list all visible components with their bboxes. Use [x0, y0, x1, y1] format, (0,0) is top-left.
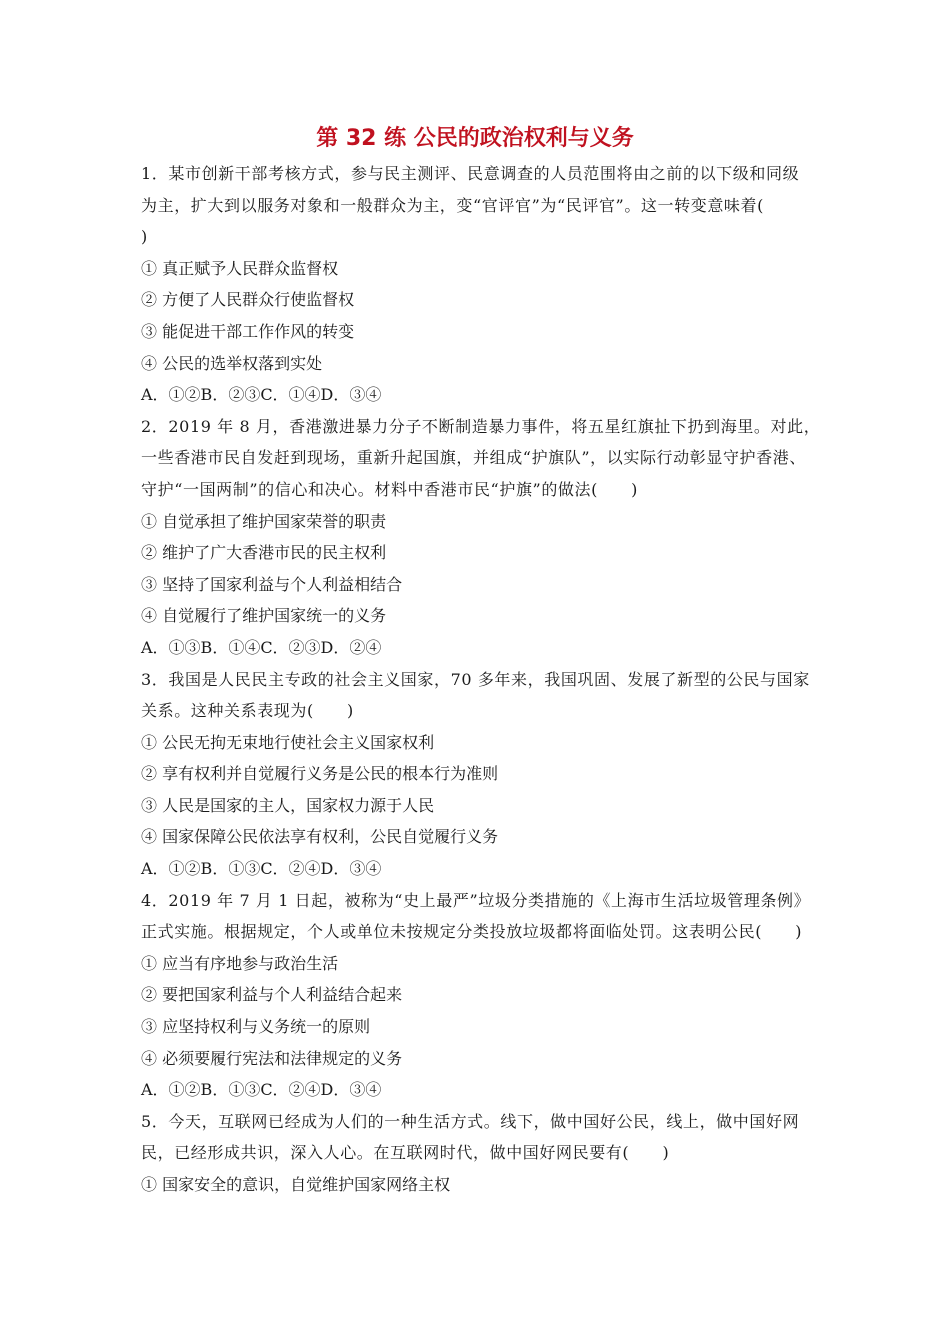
question-stem-line: ) [141, 227, 148, 247]
option-item: ① 公民无拘无束地行使社会主义国家权利 [141, 732, 435, 752]
option-item: ④ 国家保障公民依法享有权利，公民自觉履行义务 [141, 827, 499, 847]
option-item: ③ 能促进干部工作作风的转变 [141, 321, 355, 341]
option-item: ④ 必须要履行宪法和法律规定的义务 [141, 1048, 403, 1068]
question-4 [141, 885, 821, 1106]
question-stem-line: 2．2019 年 8 月，香港激进暴力分子不断制造暴力事件，将五星红旗扯下扔到海里。对此， [141, 416, 821, 436]
answer-choices: A．①②B．①③C．②④D．③④ [141, 859, 382, 879]
option-item: ② 要把国家利益与个人利益结合起来 [141, 985, 403, 1005]
option-item: ① 自觉承担了维护国家荣誉的职责 [141, 511, 387, 531]
question-stem-line: 3．我国是人民民主专政的社会主义国家，70 多年来，我国巩固、发展了新型的公民与国家 [141, 669, 810, 689]
question-1 [141, 158, 821, 411]
answer-choices: A．①③B．①④C．②③D．②④ [141, 637, 382, 657]
option-item: ① 应当有序地参与政治生活 [141, 953, 339, 973]
question-stem-line: 1．某市创新干部考核方式，参与民主测评、民意调查的人员范围将由之前的以下级和同级 [141, 164, 800, 183]
question-3 [141, 664, 821, 885]
option-item: ① 国家安全的意识，自觉维护国家网络主权 [141, 1175, 451, 1194]
option-item: ③ 人民是国家的主人，国家权力源于人民 [141, 795, 435, 815]
question-stem-line: 4．2019 年 7 月 1 日起，被称为“史上最严”垃圾分类措施的《上海市生活垃圾管理条例》 [141, 890, 811, 910]
question-stem-line: 一些香港市民自发赶到现场，重新升起国旗，并组成“护旗队”，以实际行动彰显守护香港、 [141, 448, 806, 468]
option-item: ④ 公民的选举权落到实处 [141, 353, 323, 373]
question-stem-line: 5．今天，互联网已经成为人们的一种生活方式。线下，做中国好公民，线上，做中国好网 [141, 1111, 800, 1131]
question-2 [141, 411, 821, 664]
option-item: ③ 坚持了国家利益与个人利益相结合 [141, 574, 403, 594]
answer-choices: A．①②B．②③C．①④D．③④ [141, 385, 382, 405]
option-item: ② 享有权利并自觉履行义务是公民的根本行为准则 [141, 764, 499, 784]
option-item: ③ 应坚持权利与义务统一的原则 [141, 1017, 371, 1037]
option-item: ④ 自觉履行了维护国家统一的义务 [141, 606, 387, 626]
page-title: 第 32 练 公民的政治权利与义务 [316, 126, 634, 151]
question-stem-line: 民，已经形成共识，深入人心。在互联网时代，做中国好网民要有( ) [141, 1143, 670, 1163]
question-stem-line: 为主，扩大到以服务对象和一般群众为主，变“官评官”为“民评官”。这一转变意味着( [141, 195, 764, 215]
question-5 [141, 1106, 821, 1201]
option-item: ① 真正赋予人民群众监督权 [141, 258, 339, 278]
answer-choices: A．①②B．①③C．②④D．③④ [141, 1080, 382, 1100]
option-item: ② 方便了人民群众行使监督权 [141, 290, 355, 310]
question-list [141, 158, 821, 1201]
question-stem-line: 关系。这种关系表现为( ) [141, 701, 354, 721]
question-stem-line: 正式实施。根据规定，个人或单位未按规定分类投放垃圾都将面临处罚。这表明公民( ) [141, 922, 803, 942]
option-item: ② 维护了广大香港市民的民主权利 [141, 543, 387, 563]
question-stem-line: 守护“一国两制”的信心和决心。材料中香港市民“护旗”的做法( ) [141, 479, 639, 499]
